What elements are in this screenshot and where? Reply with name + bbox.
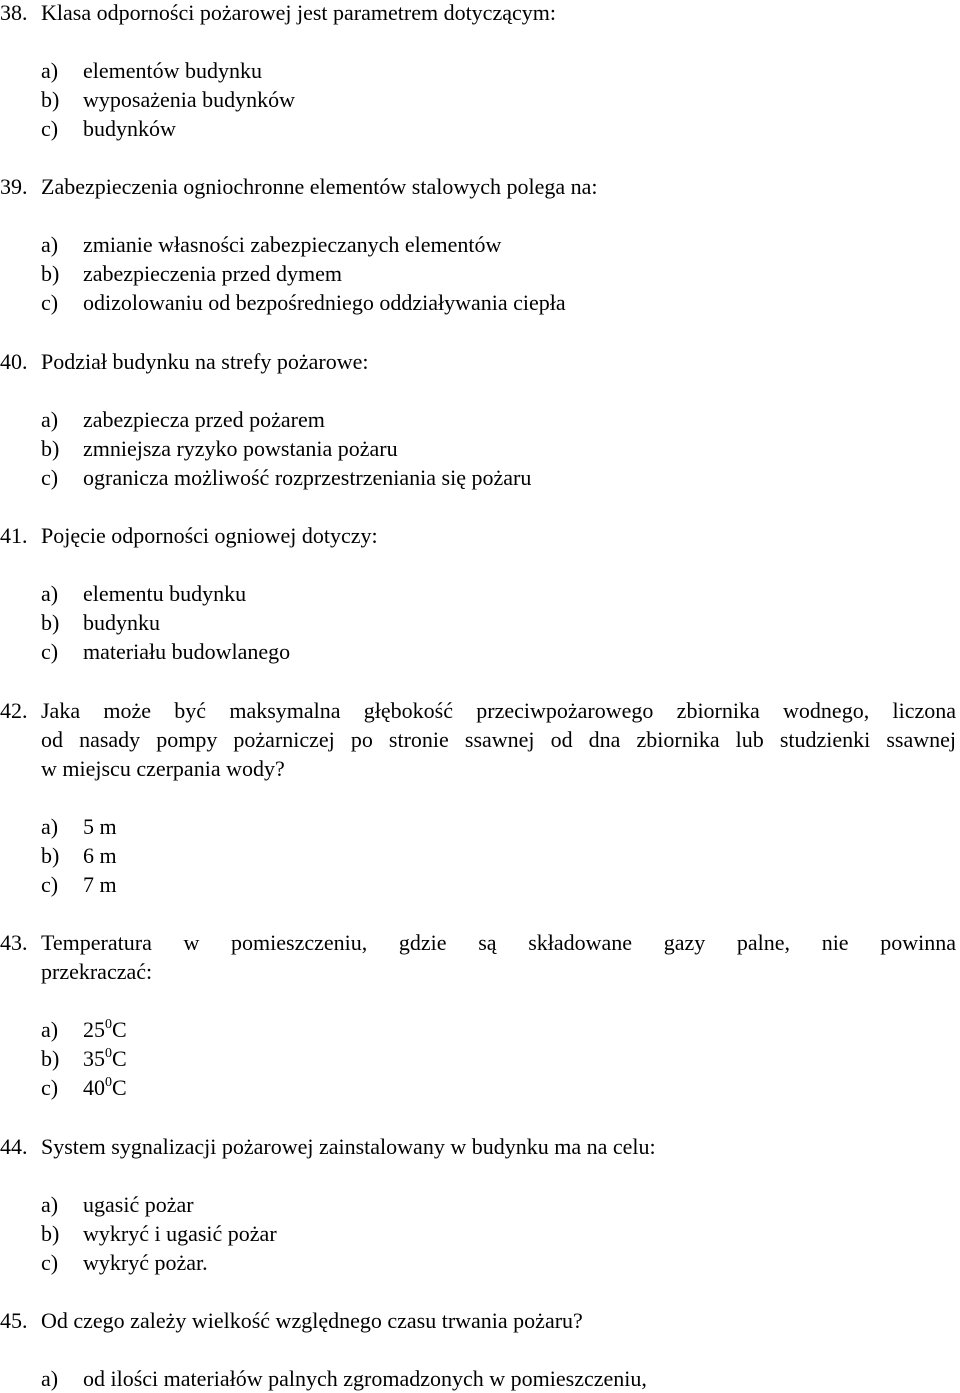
- question-42: [0, 696, 956, 899]
- option-letter: c): [41, 290, 59, 315]
- answer-option-b: [0, 85, 956, 114]
- question-text: [41, 696, 956, 783]
- answer-options: [0, 812, 956, 899]
- option-text: zabezpiecza przed pożarem: [83, 407, 325, 432]
- degree-superscript: 0: [105, 1046, 112, 1061]
- question-text-line: od nasady pompy pożarniczej po stronie ssawnej od dna zbiornika lub studzienki ssawnej: [41, 727, 956, 752]
- answer-option-a: [0, 405, 956, 434]
- option-letter: b): [41, 610, 60, 635]
- answer-options: [0, 1015, 956, 1102]
- question-40: [0, 347, 956, 492]
- option-letter: b): [41, 261, 60, 286]
- option-text: 5 m: [83, 814, 117, 839]
- option-text: budynku: [83, 610, 160, 635]
- option-letter: a): [41, 1366, 59, 1391]
- option-text: odizolowaniu od bezpośredniego oddziaływania ciepła: [83, 290, 566, 315]
- question-text: Pojęcie odporności ogniowej dotyczy:: [41, 523, 378, 548]
- answer-option-a: [0, 1015, 956, 1044]
- question-number: 41.: [0, 523, 28, 548]
- answer-option-c: [0, 288, 956, 317]
- temperature-unit: C: [112, 1017, 127, 1042]
- answer-option-b: [0, 259, 956, 288]
- option-text: 6 m: [83, 843, 117, 868]
- option-letter: c): [41, 872, 59, 897]
- option-text: od ilości materiałów palnych zgromadzonych w pomieszczeniu,: [83, 1366, 647, 1391]
- answer-option-b: [0, 841, 956, 870]
- option-text: wyposażenia budynków: [83, 87, 296, 112]
- answer-option-b: [0, 434, 956, 463]
- question-text: Zabezpieczenia ogniochronne elementów stalowych polega na:: [41, 174, 598, 199]
- option-text: [83, 1015, 127, 1044]
- option-text: materiału budowlanego: [83, 639, 291, 664]
- question-38: [0, 0, 956, 143]
- question-header: [0, 521, 956, 550]
- question-header: [0, 172, 956, 201]
- option-letter: c): [41, 465, 59, 490]
- option-letter: a): [41, 1192, 59, 1217]
- temperature-unit: C: [112, 1046, 127, 1071]
- answer-option-a: [0, 1364, 956, 1393]
- question-39: [0, 172, 956, 317]
- option-letter: a): [41, 232, 59, 257]
- answer-option-c: [0, 114, 956, 143]
- answer-options: [0, 230, 956, 317]
- answer-options: [0, 579, 956, 666]
- option-text: wykryć pożar.: [83, 1250, 208, 1275]
- option-text: [83, 1073, 127, 1102]
- question-44: [0, 1132, 956, 1277]
- option-letter: a): [41, 407, 59, 432]
- question-text-line: w miejscu czerpania wody?: [41, 756, 285, 781]
- option-text: ogranicza możliwość rozprzestrzeniania się pożaru: [83, 465, 532, 490]
- question-text: Od czego zależy wielkość względnego czasu trwania pożaru?: [41, 1308, 583, 1333]
- degree-superscript: 0: [105, 1017, 112, 1032]
- question-header: [0, 928, 956, 986]
- answer-option-b: [0, 608, 956, 637]
- question-header: [0, 696, 956, 783]
- option-letter: c): [41, 1250, 59, 1275]
- option-letter: c): [41, 116, 59, 141]
- question-41: [0, 521, 956, 666]
- answer-option-b: [0, 1044, 956, 1073]
- option-letter: a): [41, 814, 59, 839]
- option-text: [83, 1044, 127, 1073]
- temperature-value: 35: [83, 1046, 105, 1071]
- answer-option-c: [0, 463, 956, 492]
- option-text: elementów budynku: [83, 58, 263, 83]
- question-text-line: Temperatura w pomieszczeniu, gdzie są składowane gazy palne, nie powinna: [41, 930, 956, 955]
- option-letter: a): [41, 581, 59, 606]
- question-text: Podział budynku na strefy pożarowe:: [41, 349, 369, 374]
- question-text: [41, 928, 956, 986]
- answer-option-a: [0, 230, 956, 259]
- option-letter: b): [41, 436, 60, 461]
- answer-option-b: [0, 1219, 956, 1248]
- question-number: 40.: [0, 349, 28, 374]
- option-text: elementu budynku: [83, 581, 247, 606]
- option-text: zmniejsza ryzyko powstania pożaru: [83, 436, 398, 461]
- answer-option-c: [0, 1248, 956, 1277]
- answer-options: [0, 56, 956, 143]
- option-letter: a): [41, 1017, 59, 1042]
- question-header: [0, 347, 956, 376]
- option-letter: b): [41, 1221, 60, 1246]
- answer-option-a: [0, 56, 956, 85]
- degree-superscript: 0: [105, 1075, 112, 1090]
- option-text: ugasić pożar: [83, 1192, 194, 1217]
- question-number: 44.: [0, 1134, 28, 1159]
- answer-option-a: [0, 1190, 956, 1219]
- question-number: 45.: [0, 1308, 28, 1333]
- option-text: 7 m: [83, 872, 117, 897]
- question-43: [0, 928, 956, 1102]
- question-text-line: przekraczać:: [41, 959, 153, 984]
- question-text: Klasa odporności pożarowej jest parametrem dotyczącym:: [41, 0, 556, 25]
- answer-options: [0, 405, 956, 492]
- answer-option-c: [0, 637, 956, 666]
- question-45: [0, 1306, 956, 1393]
- question-header: [0, 1132, 956, 1161]
- answer-option-c: [0, 1073, 956, 1102]
- question-number: 39.: [0, 174, 28, 199]
- answer-options: [0, 1190, 956, 1277]
- option-letter: b): [41, 87, 60, 112]
- question-header: [0, 1306, 956, 1335]
- question-number: 38.: [0, 0, 28, 25]
- question-text: System sygnalizacji pożarowej zainstalowany w budynku ma na celu:: [41, 1134, 656, 1159]
- option-letter: b): [41, 1046, 60, 1071]
- answer-options: [0, 1364, 956, 1393]
- answer-option-a: [0, 812, 956, 841]
- question-number: 43.: [0, 930, 28, 955]
- option-letter: a): [41, 58, 59, 83]
- question-number: 42.: [0, 698, 28, 723]
- option-letter: b): [41, 843, 60, 868]
- temperature-value: 25: [83, 1017, 105, 1042]
- option-text: budynków: [83, 116, 176, 141]
- option-text: wykryć i ugasić pożar: [83, 1221, 277, 1246]
- temperature-unit: C: [112, 1075, 127, 1100]
- option-letter: c): [41, 1075, 59, 1100]
- option-text: zmianie własności zabezpieczanych elementów: [83, 232, 502, 257]
- answer-option-a: [0, 579, 956, 608]
- question-header: [0, 0, 956, 27]
- option-letter: c): [41, 639, 59, 664]
- temperature-value: 40: [83, 1075, 105, 1100]
- option-text: zabezpieczenia przed dymem: [83, 261, 342, 286]
- question-text-line: Jaka może być maksymalna głębokość przeciwpożarowego zbiornika wodnego, liczona: [41, 698, 956, 723]
- answer-option-c: [0, 870, 956, 899]
